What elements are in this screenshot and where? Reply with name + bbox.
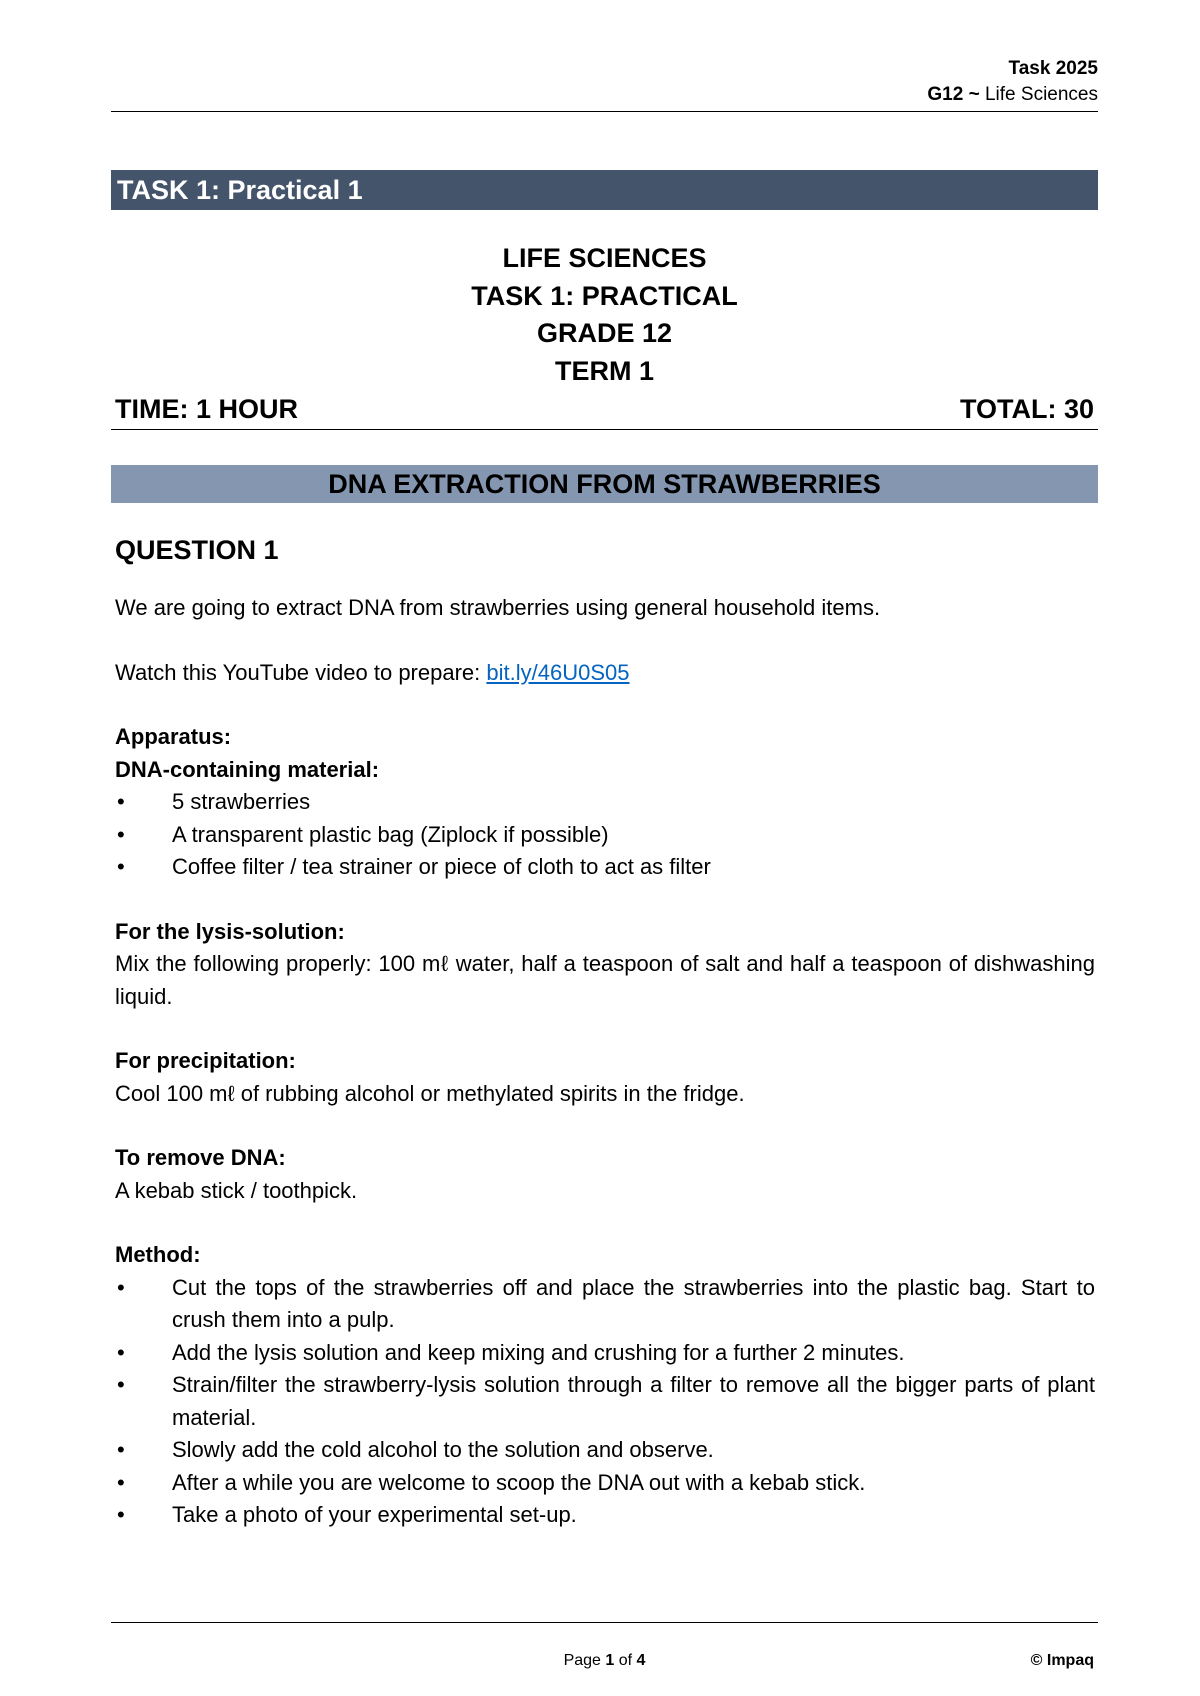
list-item: • After a while you are welcome to scoop the DNA out with a kebab stick. bbox=[115, 1467, 1095, 1500]
header-divider bbox=[111, 111, 1098, 112]
copyright: © Impaq bbox=[1030, 1652, 1094, 1669]
list-item: • Strain/filter the strawberry-lysis solution through a filter to remove all the bigger parts of plant material. bbox=[115, 1369, 1095, 1434]
remove-dna-text: A kebab stick / toothpick. bbox=[115, 1177, 358, 1203]
page-footer bbox=[111, 1652, 1098, 1674]
method-heading: Method: bbox=[115, 1242, 201, 1267]
apparatus-heading: Apparatus: bbox=[115, 724, 232, 749]
intro-text: We are going to extract DNA from strawberries using general household items. bbox=[115, 595, 881, 620]
video-link[interactable]: bit.ly/46U0S05 bbox=[486, 659, 630, 685]
title-line: TERM 1 bbox=[554, 355, 654, 386]
header-task: Task 2025 bbox=[1008, 58, 1098, 79]
title-line: LIFE SCIENCES bbox=[502, 243, 707, 273]
list-item: • Add the lysis solution and keep mixing and crushing for a further 2 minutes. bbox=[115, 1337, 1095, 1370]
list-item: • A transparent plastic bag (Ziplock if possible) bbox=[115, 819, 1095, 852]
time-total-row bbox=[111, 390, 1098, 430]
list-item: • Take a photo of your experimental set-up. bbox=[115, 1499, 1095, 1532]
question-heading: QUESTION 1 bbox=[115, 535, 279, 565]
header-subject: Life Sciences bbox=[984, 84, 1098, 105]
lysis-text: Mix the following properly: 100 mℓ water, half a teaspoon of salt and half a teaspoon of dishwashing liquid. bbox=[115, 951, 1095, 1009]
watch-paragraph bbox=[115, 657, 1095, 690]
precipitation-text: Cool 100 mℓ of rubbing alcohol or methylated spirits in the fridge. bbox=[115, 1080, 745, 1106]
method-list bbox=[115, 1272, 1095, 1532]
total-label: TOTAL: 30 bbox=[959, 394, 1094, 424]
dna-material-heading: DNA-containing material: bbox=[115, 756, 380, 782]
list-item: • 5 strawberries bbox=[115, 786, 1095, 819]
task-banner: TASK 1: Practical 1 bbox=[111, 170, 1098, 210]
main-content bbox=[115, 530, 1095, 1564]
section-banner: DNA EXTRACTION FROM STRAWBERRIES bbox=[111, 465, 1098, 503]
page-number: Page 1 of 4 bbox=[563, 1652, 646, 1669]
title-line: TASK 1: PRACTICAL bbox=[471, 280, 738, 311]
list-item: • Cut the tops of the strawberries off and place the strawberries into the plastic bag. Start to crush them into a pulp. bbox=[115, 1272, 1095, 1337]
footer-divider bbox=[111, 1622, 1098, 1623]
header-subject-line bbox=[927, 82, 1098, 108]
remove-dna-heading: To remove DNA: bbox=[115, 1145, 286, 1170]
lysis-heading: For the lysis-solution: bbox=[115, 918, 345, 944]
watch-text: Watch this YouTube video to prepare: bbox=[115, 659, 487, 685]
header-grade: G12 ~ bbox=[927, 84, 980, 105]
list-item: • Slowly add the cold alcohol to the solution and observe. bbox=[115, 1434, 1095, 1467]
title-line: GRADE 12 bbox=[536, 318, 673, 348]
time-label: TIME: 1 HOUR bbox=[115, 394, 299, 424]
dna-material-list bbox=[115, 786, 1095, 884]
title-block bbox=[111, 240, 1098, 390]
list-item: • Coffee filter / tea strainer or piece of cloth to act as filter bbox=[115, 851, 1095, 884]
precipitation-heading: For precipitation: bbox=[115, 1048, 296, 1073]
page-header bbox=[927, 56, 1098, 108]
